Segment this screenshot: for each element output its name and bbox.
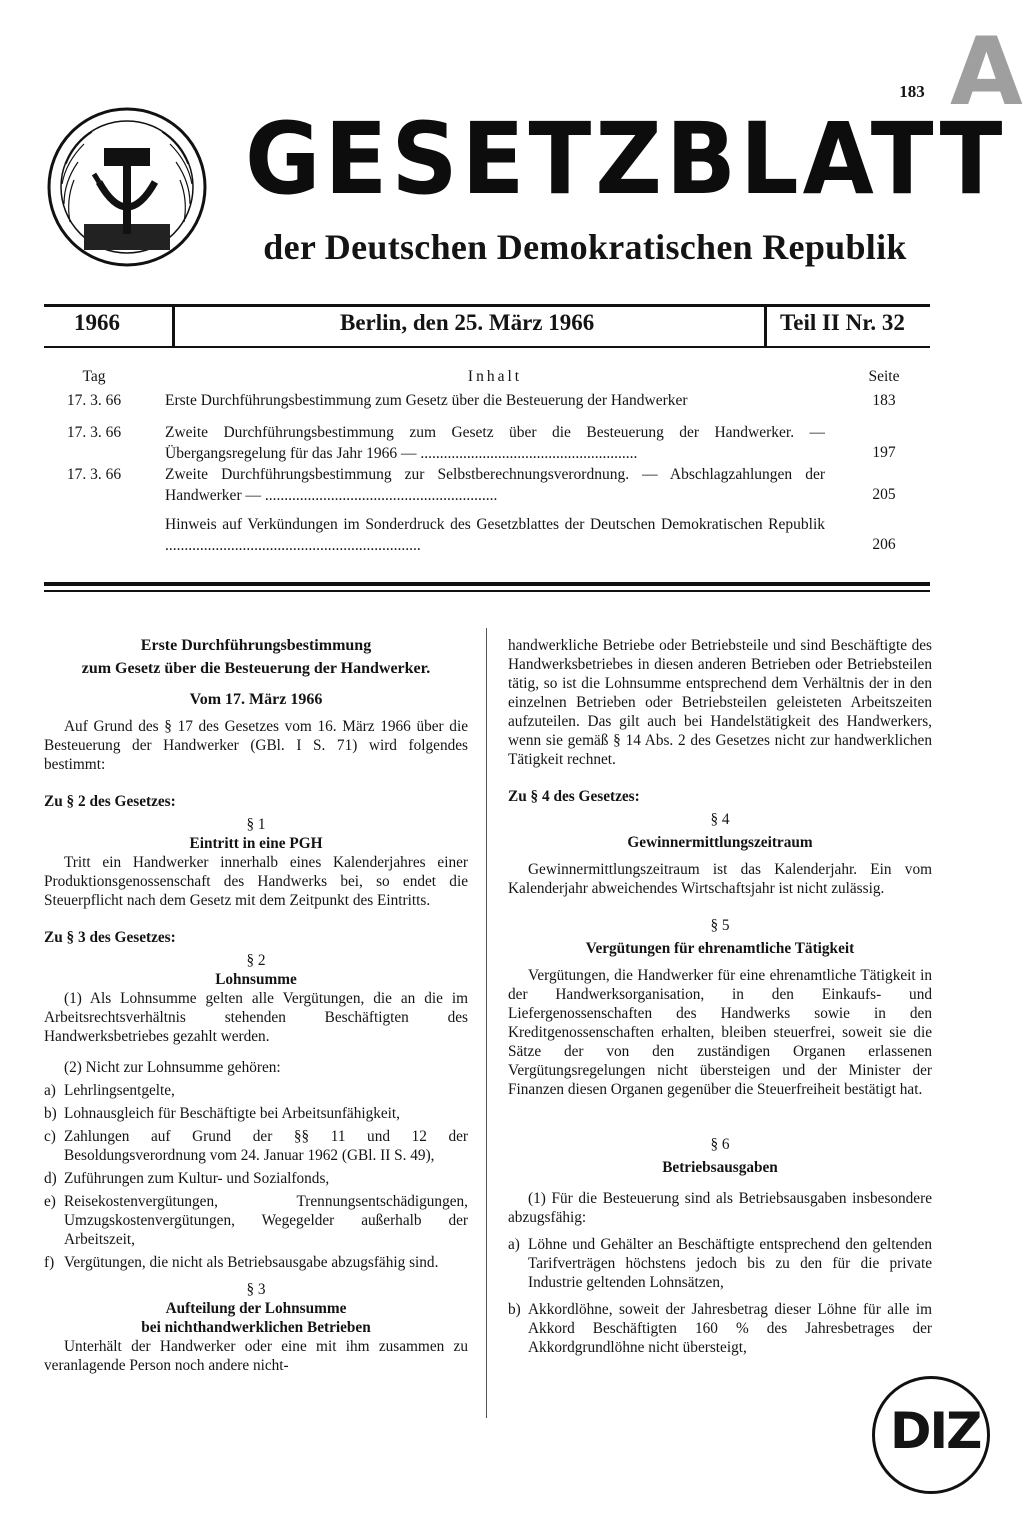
- list-item: f) Vergütungen, die nicht als Betriebsausgabe abzugsfähig sind.: [44, 1254, 439, 1271]
- toc-entry: 17. 3. 66 Zweite Durchführungsbestimmung zum Gesetz über die Besteuerung der Handwerker. — Übergangsregelung für das Jahr 1966 — ........................................................ 197: [66, 424, 896, 462]
- intro-paragraph: Auf Grund des § 17 des Gesetzes vom 16. März 1966 über die Besteuerung der Handwerker (GBl. I S. 71) wird folgendes bestimmt:: [44, 718, 468, 773]
- para-1-number: § 1: [246, 816, 266, 833]
- masthead-title: GESETZBLATT: [245, 101, 1007, 217]
- left-column: [44, 636, 468, 1375]
- section-zu-2: Zu § 2 des Gesetzes:: [44, 793, 176, 810]
- list-item: d) Zuführungen zum Kultur- und Sozialfonds,: [44, 1170, 330, 1187]
- state-emblem: [44, 104, 210, 270]
- para-3-number: § 3: [246, 1281, 266, 1298]
- toc-entry: 17. 3. 66 Erste Durchführungsbestimmung zum Gesetz über die Besteuerung der Handwerker 183: [66, 392, 896, 409]
- toc-header-day: Tag: [82, 368, 106, 385]
- para-5-title: Vergütungen für ehrenamtliche Tätigkeit: [585, 940, 855, 957]
- masthead-subtitle: der Deutschen Demokratischen Republik: [263, 227, 907, 267]
- section-zu-4: Zu § 4 des Gesetzes:: [508, 788, 640, 805]
- para-4-text: Gewinnermittlungszeitraum ist das Kalenderjahr. Ein vom Kalenderjahr abweichendes Wirtschaftsjahr ist nicht zulässig.: [508, 861, 932, 897]
- list-item: a) Löhne und Gehälter an Beschäftigte entsprechend den geltenden Tarifverträgen höchstens jedoch bis zu den für die private Industrie geltenden Lohnsätzen,: [508, 1236, 932, 1291]
- para-2-title: Lohnsumme: [215, 971, 297, 988]
- para-5-number: § 5: [710, 917, 730, 934]
- toc-entry: Hinweis auf Verkündungen im Sonderdruck des Gesetzblattes der Deutschen Demokratischen Republik .................................................................. 206: [165, 516, 896, 554]
- archive-stamp-text: DIZ: [890, 1402, 981, 1460]
- table-of-contents: [44, 368, 930, 558]
- separator-rule-thin: [44, 590, 930, 592]
- decree-heading-1: Erste Durchführungsbestimmung: [140, 637, 372, 654]
- para-1-title: Eintritt in eine PGH: [189, 835, 323, 852]
- section-zu-3: Zu § 3 des Gesetzes:: [44, 929, 176, 946]
- para-3-title-1: Aufteilung der Lohnsumme: [165, 1300, 347, 1317]
- issue-number: Teil II Nr. 32: [780, 310, 905, 335]
- list-item: b) Lohnausgleich für Beschäftigte bei Arbeitsunfähigkeit,: [44, 1105, 401, 1122]
- list-item: b) Akkordlöhne, soweit der Jahresbetrag dieser Löhne für alle im Akkord Beschäftigten 160 % des Jahresbetrages der Akkordgrundlöhne nicht übersteigt,: [508, 1301, 932, 1356]
- list-item: c) Zahlungen auf Grund der §§ 11 und 12 der Besoldungsverordnung vom 24. Januar 1962 (GBl. II S. 49),: [44, 1128, 468, 1164]
- para-1-text: Tritt ein Handwerker innerhalb eines Kalenderjahres einer Produktionsgenossenschaft des Handwerks bei, so endet die Steuerpflicht nach dem Gesetz mit dem Zeitpunkt des Eintritts.: [44, 854, 468, 909]
- issue-bar: [44, 304, 930, 348]
- para-4-title: Gewinnermittlungszeitraum: [627, 834, 813, 851]
- para-3-title-2: bei nichthandwerklichen Betrieben: [141, 1319, 371, 1336]
- decree-date: Vom 17. März 1966: [189, 691, 323, 708]
- toc-header-page: Seite: [868, 368, 900, 385]
- list-item: e) Reisekostenvergütungen, Trennungsentschädigungen, Umzugskostenvergütungen, Wegegelder außerhalb der Arbeitszeit,: [44, 1193, 468, 1248]
- para-6-title: Betriebsausgaben: [662, 1159, 778, 1176]
- separator-rule: [44, 582, 930, 586]
- right-column: [508, 636, 932, 1357]
- toc-header-content: Inhalt: [467, 368, 523, 385]
- para-2-clause-2: (2) Nicht zur Lohnsumme gehören:: [64, 1059, 281, 1076]
- decree-heading-2: zum Gesetz über die Besteuerung der Handwerker.: [81, 660, 431, 677]
- page-number: 183: [899, 82, 925, 101]
- issue-place-date: Berlin, den 25. März 1966: [340, 310, 595, 335]
- toc-entry: 17. 3. 66 Zweite Durchführungsbestimmung zur Selbstberechnungsverordnung. — Abschlagzahlungen der Handwerker — ............................................................ 205: [66, 466, 896, 504]
- para-2-number: § 2: [246, 952, 266, 969]
- list-item: a) Lehrlingsentgelte,: [44, 1082, 175, 1099]
- para-4-number: § 4: [710, 811, 730, 828]
- para-3-text: Unterhält der Handwerker oder eine mit ihm zusammen zu veranlagende Person noch andere nicht-: [44, 1338, 468, 1374]
- issue-year: 1966: [74, 310, 120, 335]
- para-2-clause-1: (1) Als Lohnsumme gelten alle Vergütungen, die an die im Arbeitsrechtsverhältnis stehenden Beschäftigten des Handwerksbetriebes gezahlt werden.: [44, 990, 468, 1045]
- para-6-clause-1: (1) Für die Besteuerung sind als Betriebsausgaben insbesondere abzugsfähig:: [508, 1190, 932, 1226]
- corner-mark: A: [950, 18, 1023, 127]
- column-separator: [486, 628, 487, 1418]
- para-3-continuation: handwerkliche Betriebe oder Betriebsteile und sind Beschäftigte des Handwerksbetriebes in diesen anderen Betrieben oder Betriebsteilen tätig, so ist die Lohnsumme entsprechend dem Verhältnis der in den einzelnen Betrieben oder Betriebsteilen geleisteten Arbeitszeiten aufzuteilen. Das gilt auch bei Handelstätigkeit des Handwerkers, wenn sie gemäß § 14 Abs. 2 des Gesetzes nicht zur handwerklichen Tätigkeit rechnet.: [508, 637, 932, 768]
- para-5-text: Vergütungen, die Handwerker für eine ehrenamtliche Tätigkeit in der Handwerksorganisation, in den Einkaufs- und Liefergenossenschaften des Handwerks sowie in den Kreditgenossenschaften erhalten, bleiben steuerfrei, soweit sie die Sätze der von den zuständigen Organen erlassenen Vergütungsregelungen nicht übersteigen und der Minister der Finanzen diesen Organen gegenüber die Steuerfreiheit bestätigt hat.: [508, 967, 932, 1098]
- para-6-number: § 6: [710, 1136, 730, 1153]
